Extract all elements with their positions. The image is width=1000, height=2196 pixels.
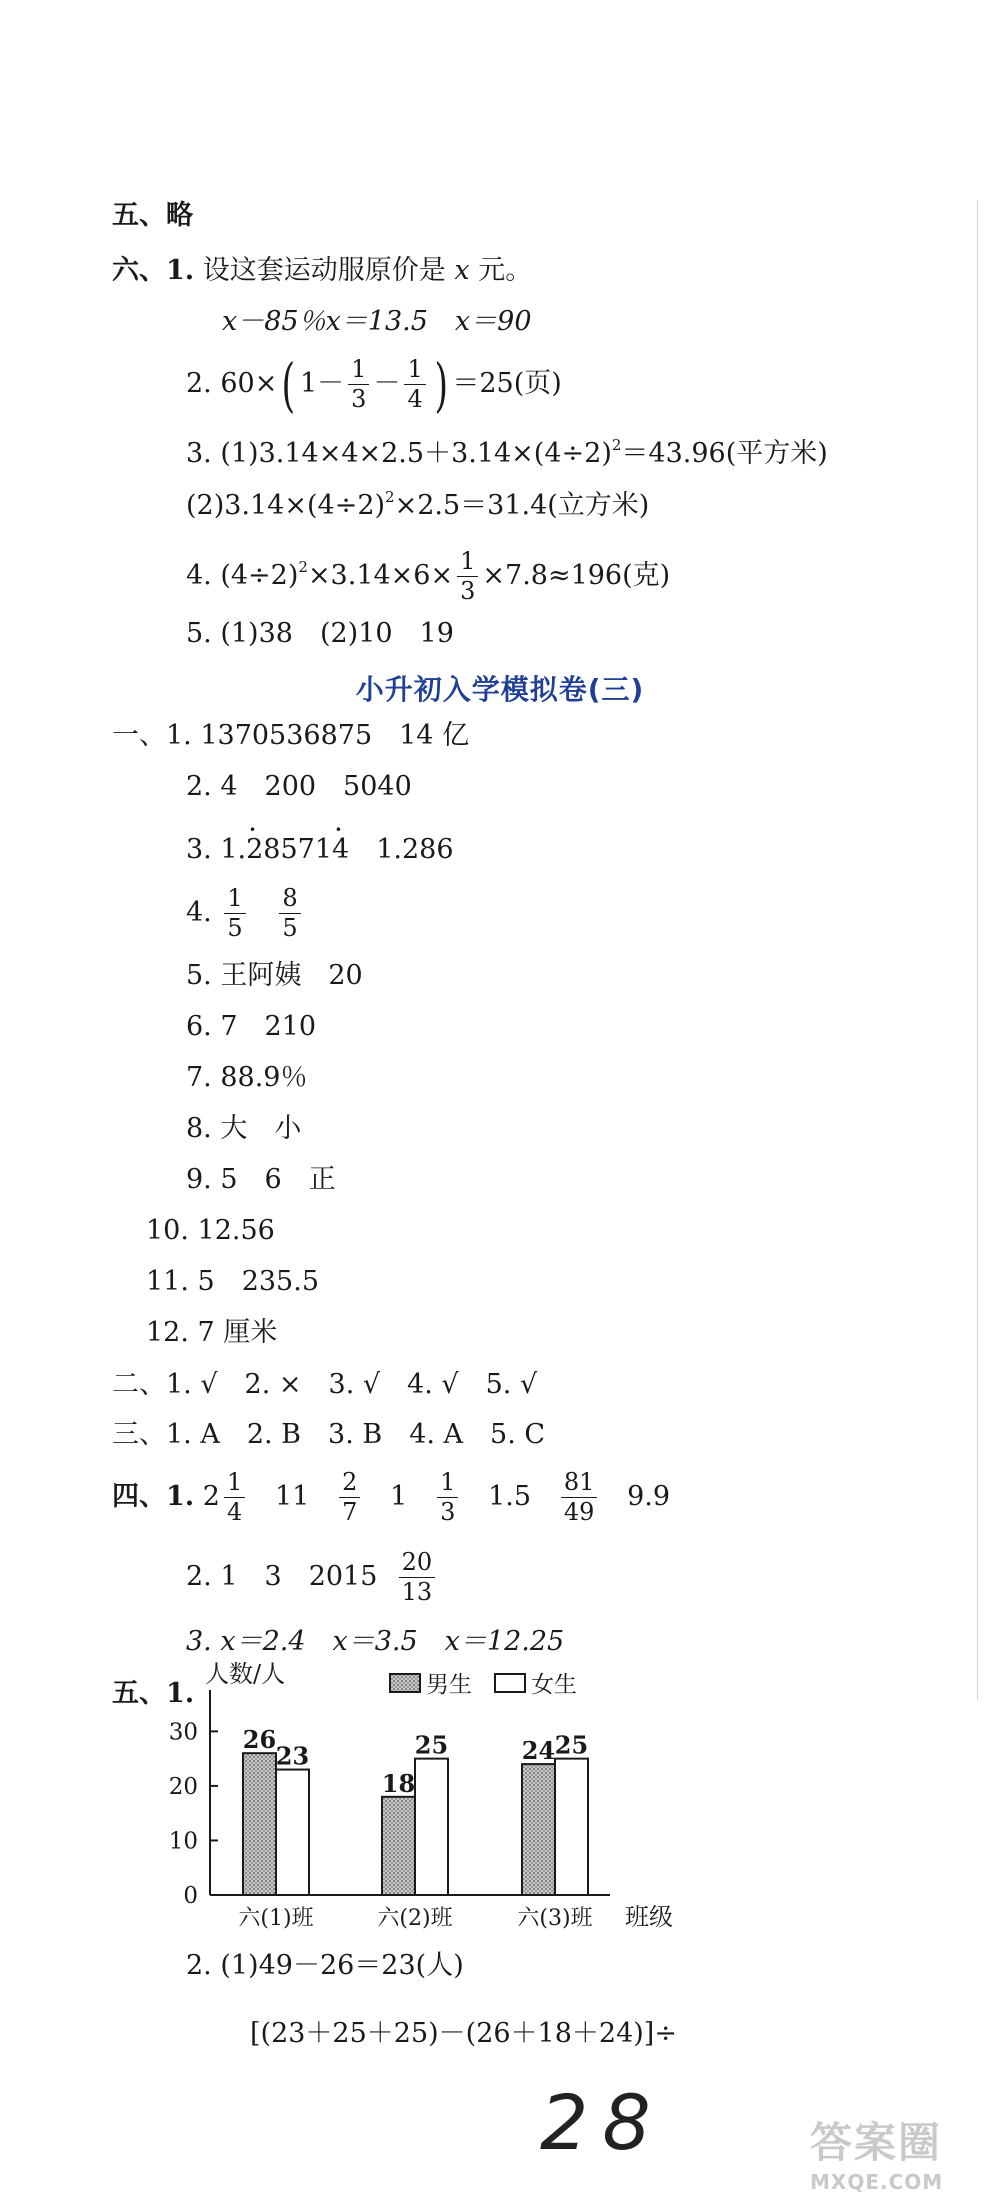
- legend-swatch: [495, 1674, 525, 1692]
- right-paren: ): [434, 350, 448, 419]
- y-tick-label: 0: [183, 1883, 198, 1909]
- fraction: $\frac{2}{7}$: [339, 1470, 360, 1525]
- part1-item6: 6. 7 210: [186, 1011, 317, 1042]
- fraction: $\frac{1}{4}$: [404, 357, 425, 412]
- part4-q3: 3. x＝2.4 x＝3.5 x＝12.25: [186, 1626, 565, 1657]
- part1-item9: 9. 5 6 正: [186, 1164, 336, 1195]
- bar-boys: [522, 1764, 555, 1895]
- part4-q1: 四、1. 2 $\frac{1}{4}$ 11 $\frac{2}{7}$ 1 $\frac{1}{3}$ 1.5 $\frac{81}{49}$ 9.9: [112, 1467, 671, 1526]
- part3: 三、1. A 2. B 3. B 4. A 5. C: [112, 1419, 546, 1450]
- left-paren: (: [281, 350, 296, 419]
- category-label: 六(2)班: [377, 1906, 453, 1931]
- bar-girls: [276, 1770, 309, 1895]
- part1-item4: 4. $\frac{1}{5}$ $\frac{8}{5}$: [186, 884, 305, 942]
- bars: [243, 1725, 588, 1895]
- section-5-omitted: 五、略: [112, 200, 193, 231]
- fraction: $\frac{1}{5}$: [224, 886, 245, 941]
- part1-item1: 一、1. 1370536875 14 亿: [112, 720, 470, 751]
- part5-head: 五、1.: [112, 1678, 195, 1709]
- fraction: $\frac{1}{3}$: [348, 357, 369, 412]
- part1-item2: 2. 4 200 5040: [186, 771, 412, 802]
- category-label: 六(3)班: [517, 1906, 593, 1931]
- data-label: 26: [242, 1725, 277, 1755]
- part1-item12: 12. 7 厘米: [146, 1317, 278, 1348]
- watermark-logo: 答案圈 MXQE.COM: [810, 2118, 944, 2194]
- y-tick-label: 30: [168, 1719, 198, 1746]
- legend-label: 男生: [426, 1672, 472, 1698]
- sec6-q2: 2. 60×( 1－ $\frac{1}{3}$ － $\frac{1}{4}$ ) ＝25(页): [186, 350, 562, 419]
- bar-girls: [555, 1759, 588, 1895]
- data-label: 24: [521, 1736, 556, 1766]
- part5-q2-1: 2. (1)49－26＝23(人): [186, 1950, 464, 1981]
- part4-q2: 2. 1 3 2015 $\frac{20}{13}$: [186, 1548, 439, 1606]
- sec6-q4: 4. $(4\div 2)^2\times 3.14\times 6\times$ $\frac{1}{3}$ ×7.8≈196(克): [186, 546, 671, 605]
- handwritten-page-number: 28: [540, 2078, 665, 2167]
- category-label: 六(1)班: [238, 1906, 314, 1931]
- fraction: $\frac{8}{5}$: [279, 886, 300, 941]
- fraction: $\frac{1}{3}$: [457, 549, 478, 604]
- x-axis-label: 班级: [625, 1903, 673, 1931]
- chart-legend: [390, 1672, 577, 1698]
- part1-item5: 5. 王阿姨 20: [186, 960, 363, 991]
- y-tick-label: 10: [168, 1828, 198, 1855]
- part1-item7: 7. 88.9％: [186, 1062, 308, 1093]
- y-tick-label: 20: [168, 1773, 198, 1800]
- bar-chart: [165, 1660, 685, 1931]
- legend-swatch: [390, 1674, 420, 1692]
- part1-item3: 3. 1.· 28571· 4 1.286: [186, 836, 454, 863]
- bar-boys: [243, 1753, 276, 1895]
- part5-q2-2: [(23＋25＋25)－(26＋18＋24)]÷: [250, 2018, 677, 2049]
- sec6-q5: 5. (1)38 (2)10 19: [186, 618, 454, 649]
- part1-item11: 11. 5 235.5: [146, 1266, 319, 1297]
- sec6-q3-2: $(2)3.14\times(4\div 2)^2\times 2.5=31.4$(立方米): [186, 488, 650, 521]
- bar-girls: [415, 1759, 448, 1895]
- sec6-q1: 六、1. 设这套运动服原价是 x 元。: [112, 255, 533, 286]
- exam-title: 小升初入学模拟卷(三): [355, 673, 645, 706]
- fraction: $\frac{1}{4}$: [224, 1470, 245, 1525]
- part1-item8: 8. 大 小: [186, 1113, 302, 1144]
- legend-label: 女生: [531, 1672, 577, 1698]
- bar-boys: [382, 1797, 415, 1895]
- data-label: 25: [414, 1730, 449, 1760]
- data-label: 25: [554, 1730, 589, 1760]
- sec6-q1-equation: x－85％x＝13.5 x＝90: [222, 306, 532, 337]
- part2: 二、1. √ 2. × 3. √ 4. √ 5. √: [112, 1369, 538, 1400]
- y-axis-label: 人数/人: [205, 1660, 286, 1688]
- binding-line: [977, 200, 978, 1700]
- sec6-q3-1: 3. $(1)3.14\times 4\times 2.5+3.14\times(4\div 2)^2=43.96$(平方米): [186, 436, 828, 469]
- fraction: $\frac{81}{49}$: [561, 1470, 598, 1525]
- data-label: 23: [275, 1741, 310, 1771]
- fraction: $\frac{1}{3}$: [437, 1470, 458, 1525]
- category-labels: [238, 1906, 592, 1931]
- part1-item10: 10. 12.56: [146, 1215, 275, 1246]
- data-label: 18: [381, 1768, 416, 1798]
- fraction: $\frac{20}{13}$: [399, 1550, 436, 1605]
